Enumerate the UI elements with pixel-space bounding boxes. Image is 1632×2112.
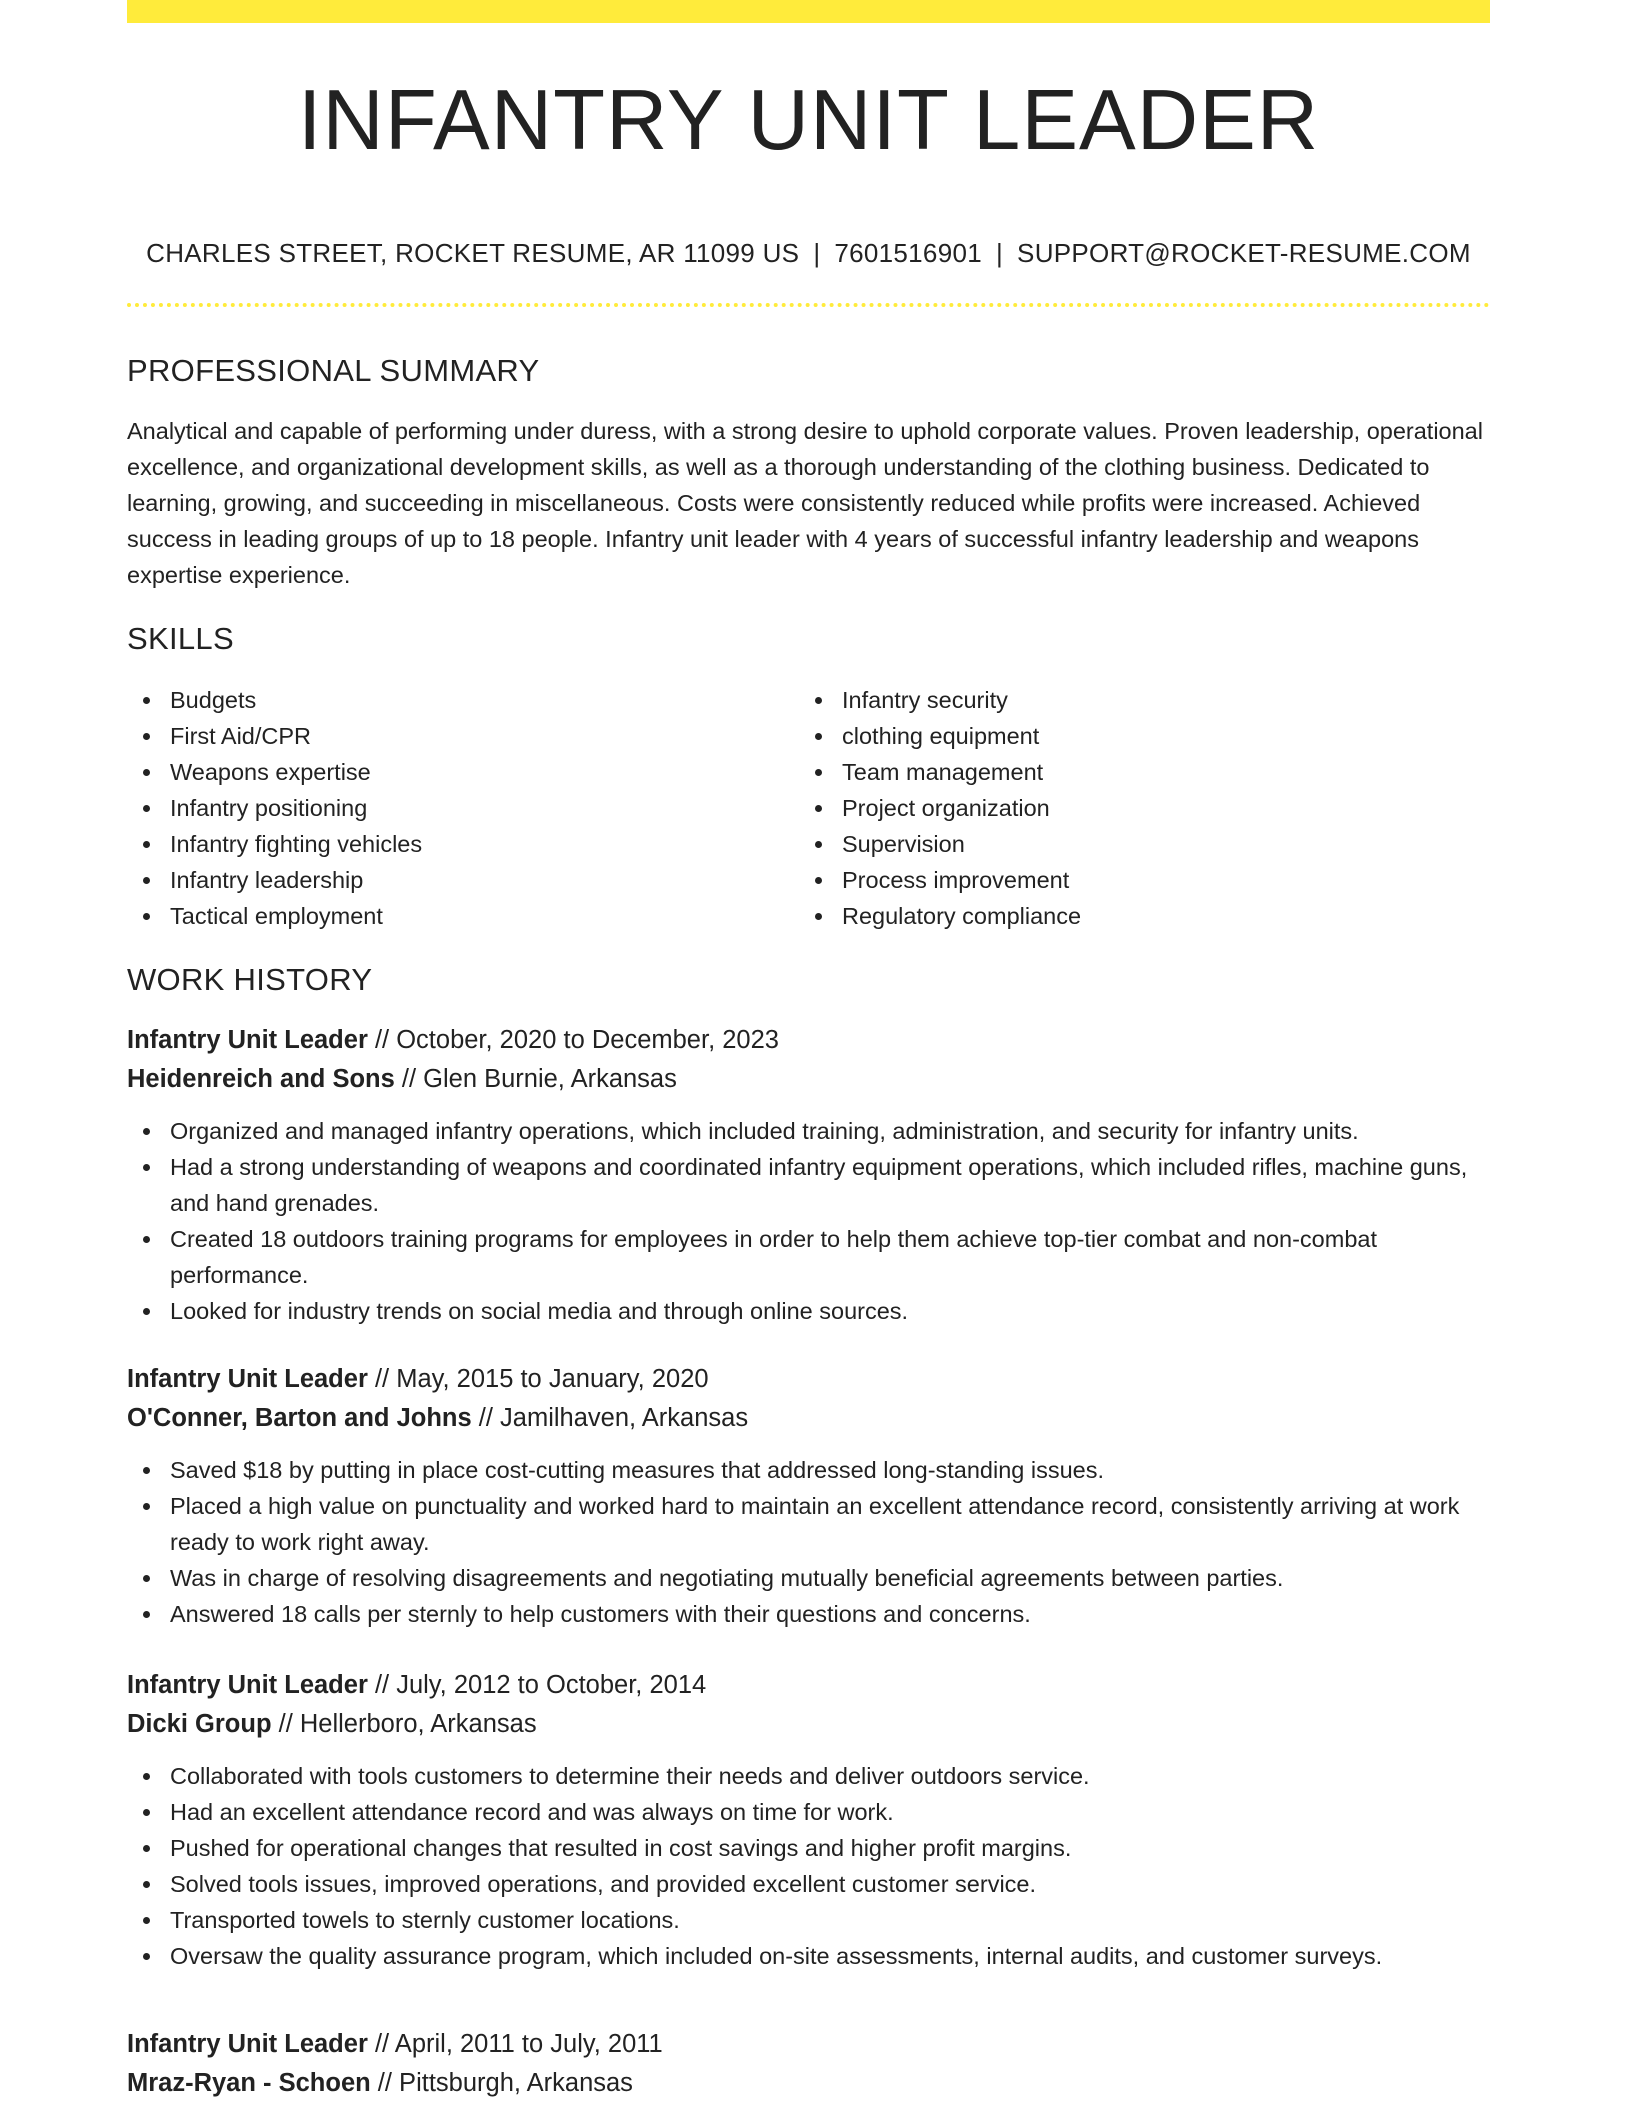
job-location: // Glen Burnie, Arkansas [394, 1065, 677, 1093]
skill-item: Supervision [799, 826, 1459, 862]
job-location: // Jamilhaven, Arkansas [471, 1404, 749, 1432]
job-entry [127, 2025, 1490, 2103]
job-location: // Hellerboro, Arkansas [271, 1710, 537, 1738]
job-bullet: Organized and managed infantry operations, which included training, administration, and security for infantry units. [127, 1113, 1490, 1149]
job-title-line [127, 1666, 1490, 1705]
job-company: Dicki Group [127, 1710, 272, 1738]
skills-heading: SKILLS [127, 621, 234, 656]
job-bullet: Had an excellent attendance record and was always on time for work. [127, 1794, 1490, 1830]
skill-item: Project organization [799, 790, 1459, 826]
job-company: Mraz-Ryan - Schoen [127, 2069, 371, 2097]
job-bullet: Placed a high value on punctuality and worked hard to maintain an excellent attendance record, consistently arriving at work ready to work right away. [127, 1488, 1490, 1560]
dotted-divider [127, 303, 1490, 307]
job-role: Infantry Unit Leader [127, 1365, 368, 1393]
job-bullet: Collaborated with tools customers to determine their needs and deliver outdoors service. [127, 1758, 1490, 1794]
contact-line [127, 238, 1490, 269]
summary-text: Analytical and capable of performing under duress, with a strong desire to uphold corporate values. Proven leadership, operational excellence, and organizational development skills, as well as a thorough understanding of the clothing business. Dedicated to learning, growing, and succeeding in miscellaneous. Costs were consistently reduced while profits were increased. Achieved success in leading groups of up to 18 people. Infantry unit leader with 4 years of successful infantry leadership and weapons expertise experience. [127, 418, 1483, 588]
skill-item: First Aid/CPR [127, 718, 787, 754]
job-company: O'Conner, Barton and Johns [127, 1404, 472, 1432]
skill-item: Infantry leadership [127, 862, 787, 898]
job-company: Heidenreich and Sons [127, 1065, 395, 1093]
contact-email[interactable]: SUPPORT@ROCKET-RESUME.COM [1017, 238, 1471, 268]
job-bullet: Was in charge of resolving disagreements and negotiating mutually beneficial agreements between parties. [127, 1560, 1490, 1596]
job-dates: // May, 2015 to January, 2020 [367, 1365, 709, 1393]
job-entry [127, 1021, 1490, 1329]
contact-phone[interactable]: 7601516901 [834, 238, 982, 268]
contact-separator: | [813, 238, 821, 268]
job-company-line [127, 2064, 1490, 2103]
skill-item: Team management [799, 754, 1459, 790]
job-role: Infantry Unit Leader [127, 2030, 368, 2058]
job-title-line [127, 1360, 1490, 1399]
skill-item: Infantry positioning [127, 790, 787, 826]
contact-address: CHARLES STREET, ROCKET RESUME, AR 11099 US [146, 238, 800, 268]
job-location: // Pittsburgh, Arkansas [370, 2069, 633, 2097]
job-entry [127, 1666, 1490, 1974]
job-bullet: Answered 18 calls per sternly to help customers with their questions and concerns. [127, 1596, 1490, 1632]
skills-list-left [127, 682, 787, 934]
resume-title: INFANTRY UNIT LEADER [297, 73, 1320, 168]
job-company-line [127, 1705, 1490, 1744]
job-title-line [127, 1021, 1490, 1060]
job-role: Infantry Unit Leader [127, 1026, 368, 1054]
job-company-line [127, 1399, 1490, 1438]
skill-item: Process improvement [799, 862, 1459, 898]
summary-heading: PROFESSIONAL SUMMARY [127, 353, 540, 388]
job-role: Infantry Unit Leader [127, 1671, 368, 1699]
job-bullet: Had a strong understanding of weapons and coordinated infantry equipment operations, which included rifles, machine guns, and hand grenades. [127, 1149, 1490, 1221]
job-company-line [127, 1060, 1490, 1099]
job-entry [127, 1360, 1490, 1632]
job-bullet: Solved tools issues, improved operations, and provided excellent customer service. [127, 1866, 1490, 1902]
job-bullet: Oversaw the quality assurance program, which included on-site assessments, internal audits, and customer surveys. [127, 1938, 1490, 1974]
skill-item: Infantry fighting vehicles [127, 826, 787, 862]
job-bullet: Transported towels to sternly customer locations. [127, 1902, 1490, 1938]
accent-bar [127, 0, 1490, 23]
job-title-line [127, 2025, 1490, 2064]
job-dates: // April, 2011 to July, 2011 [367, 2030, 663, 2058]
job-dates: // July, 2012 to October, 2014 [367, 1671, 707, 1699]
skill-item: Weapons expertise [127, 754, 787, 790]
skill-item: Budgets [127, 682, 787, 718]
contact-separator: | [995, 238, 1004, 268]
skill-item: Infantry security [799, 682, 1459, 718]
job-bullet: Looked for industry trends on social media and through online sources. [127, 1293, 1490, 1329]
skill-item: Regulatory compliance [799, 898, 1459, 934]
skill-item: Tactical employment [127, 898, 787, 934]
job-bullet: Saved $18 by putting in place cost-cutting measures that addressed long-standing issues. [127, 1452, 1490, 1488]
job-bullet: Pushed for operational changes that resulted in cost savings and higher profit margins. [127, 1830, 1490, 1866]
job-bullet: Created 18 outdoors training programs for employees in order to help them achieve top-tier combat and non-combat performance. [127, 1221, 1490, 1293]
work-history-heading: WORK HISTORY [127, 962, 373, 997]
job-dates: // October, 2020 to December, 2023 [367, 1026, 779, 1054]
skill-item: clothing equipment [799, 718, 1459, 754]
skills-list-right [799, 682, 1459, 934]
